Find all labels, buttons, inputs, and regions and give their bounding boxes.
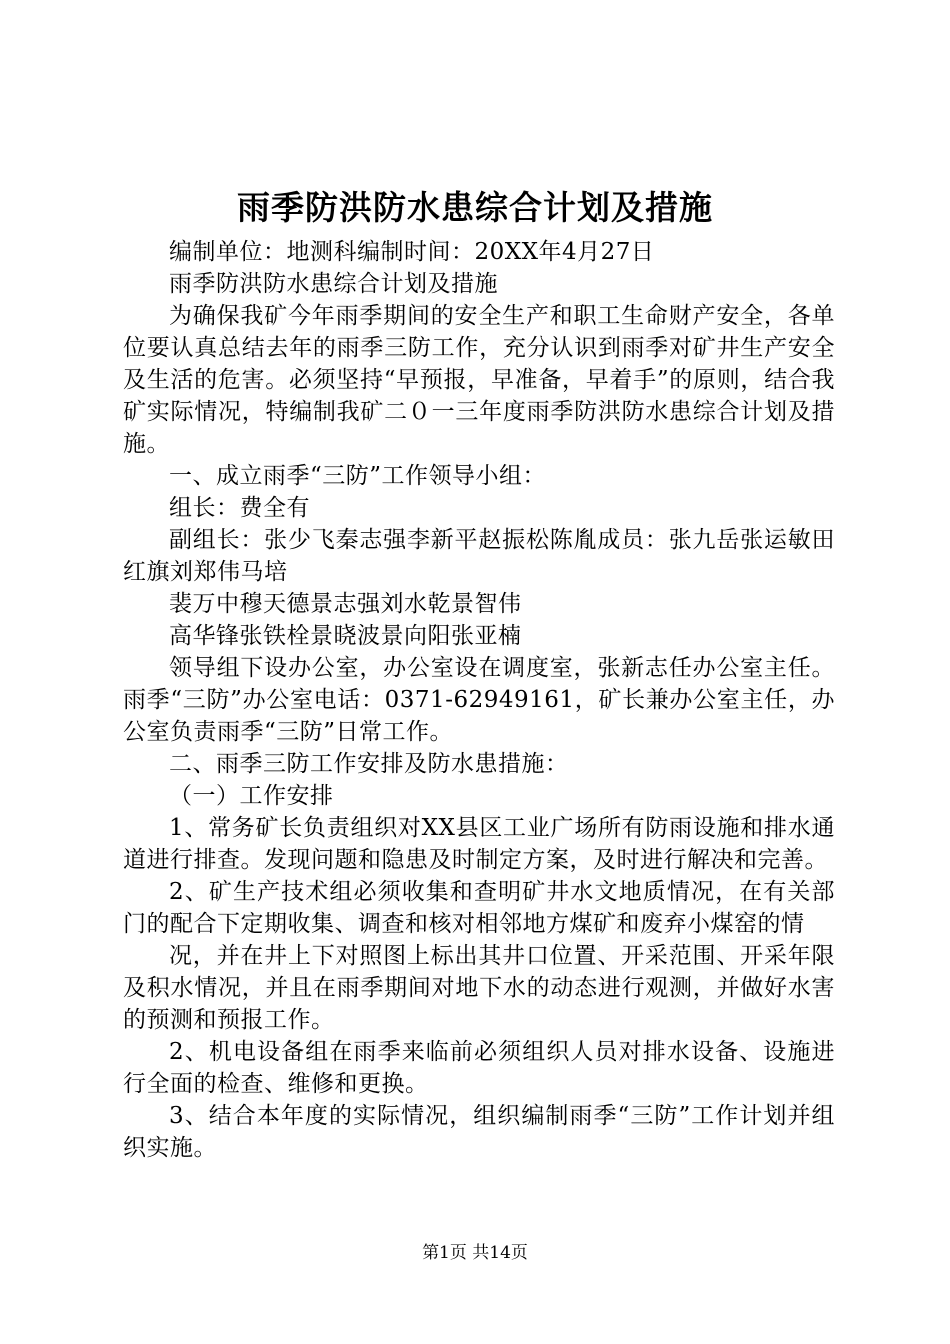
subtitle: 雨季防洪防水患综合计划及措施 xyxy=(169,271,498,297)
document-title: 雨季防洪防水患综合计划及措施 xyxy=(237,188,713,227)
office-paragraph: 领导组下设办公室，办公室设在调度室，张新志任办公室主任。雨季“三防”办公室电话：0371-62949161，矿长兼办公室主任，办公室负责雨季“三防”日常工作。 xyxy=(123,655,835,745)
deputy-leaders: 副组长：张少飞秦志强李新平赵振松陈胤成员：张九岳张运敏田红旗刘郑伟马培 xyxy=(123,527,835,585)
document-body xyxy=(123,236,835,1164)
page-number: 第1页 共14页 xyxy=(422,1243,528,1263)
members-line-2: 高华锋张铁栓景晓波景向阳张亚楠 xyxy=(169,623,522,649)
intro-paragraph: 为确保我矿今年雨季期间的安全生产和职工生命财产安全，各单位要认真总结去年的雨季三防工作，充分认识到雨季对矿井生产安全及生活的危害。必须坚持“早预报，早准备，早着手”的原则，结合我矿实际情况，特编制我矿二０一三年度雨季防洪防水患综合计划及措施。 xyxy=(123,303,835,457)
compile-info: 编制单位：地测科编制时间：20XX年4月27日 xyxy=(169,239,655,265)
item-2b: 2、机电设备组在雨季来临前必须组织人员对排水设备、设施进行全面的检查、维修和更换。 xyxy=(123,1039,835,1097)
subsection-heading: （一）工作安排 xyxy=(169,783,334,809)
members-line-1: 裴万中穆天德景志强刘水乾景智伟 xyxy=(169,591,522,617)
section-heading-1: 一、成立雨季“三防”工作领导小组： xyxy=(169,463,547,489)
item-1: 1、常务矿长负责组织对XX县区工业广场所有防雨设施和排水通道进行排查。发现问题和隐患及时制定方案，及时进行解决和完善。 xyxy=(123,815,835,873)
item-2-continued: 况，并在井上下对照图上标出其井口位置、开采范围、开采年限及积水情况，并且在雨季期间对地下水的动态进行观测，并做好水害的预测和预报工作。 xyxy=(123,943,835,1033)
item-3: 3、结合本年度的实际情况，组织编制雨季“三防”工作计划并组织实施。 xyxy=(123,1103,835,1161)
group-leader: 组长：费全有 xyxy=(169,495,310,521)
item-2: 2、矿生产技术组必须收集和查明矿井水文地质情况，在有关部门的配合下定期收集、调查和核对相邻地方煤矿和废弃小煤窑的情 xyxy=(123,879,835,937)
section-heading-2: 二、雨季三防工作安排及防水患措施： xyxy=(169,751,569,777)
